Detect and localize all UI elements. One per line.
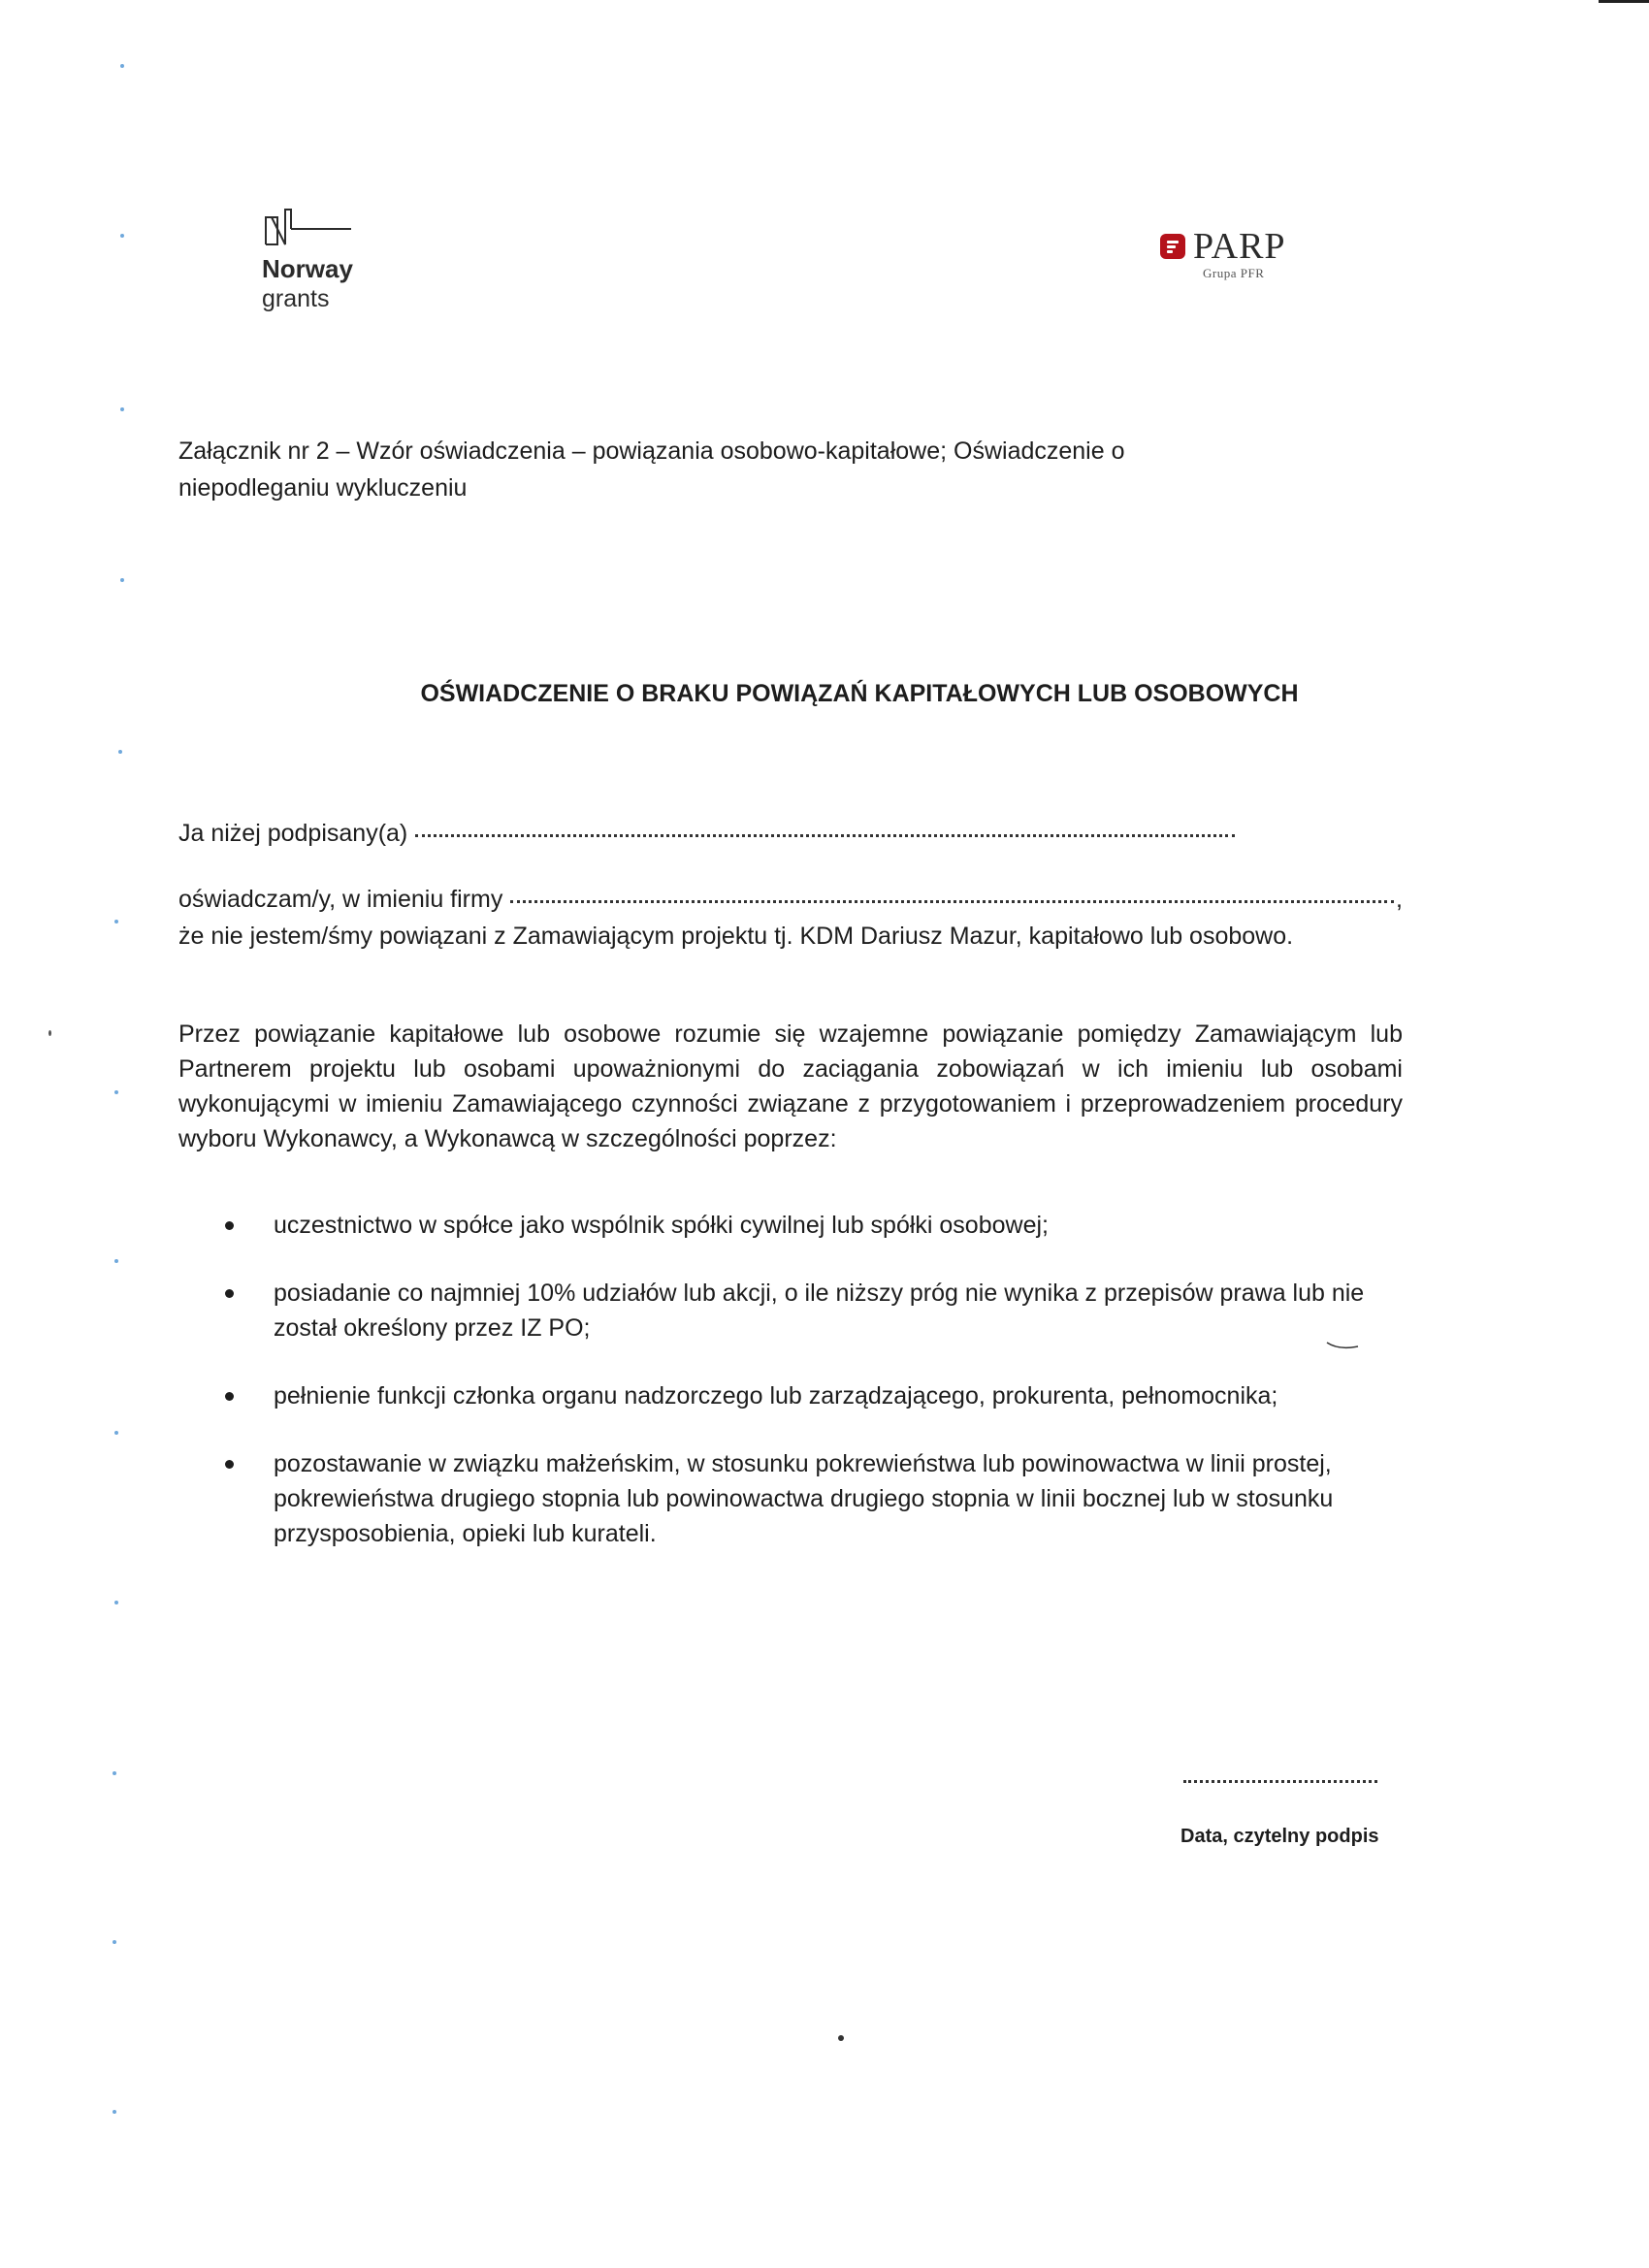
list-item-text: uczestnictwo w spółce jako wspólnik spółki cywilnej lub spółki osobowej; bbox=[274, 1212, 1049, 1239]
bullet-icon bbox=[225, 1289, 234, 1298]
bullet-icon bbox=[225, 1460, 234, 1469]
bullet-icon bbox=[225, 1221, 234, 1230]
grants-logo-word: grants bbox=[262, 285, 330, 312]
scan-speck bbox=[120, 578, 124, 582]
scan-speck bbox=[114, 1431, 118, 1435]
scan-speck bbox=[48, 1030, 51, 1036]
relation-criteria-list bbox=[225, 1208, 1405, 1551]
signature-label: Data, czytelny podpis bbox=[1180, 1826, 1379, 1847]
firm-blank-line[interactable] bbox=[510, 900, 1394, 903]
scan-speck bbox=[114, 1090, 118, 1094]
norway-grants-logo-icon bbox=[262, 204, 355, 248]
scan-speck bbox=[120, 234, 124, 238]
list-item-text: pozostawanie w związku małżeńskim, w stosunku pokrewieństwa lub powinowactwa w linii prostej, pokrewieństwa drugiego stopnia lub powinowactwa drugiego stopnia w linii bocznej lub w stosunku przysposobienia, opieki lub kurateli. bbox=[274, 1450, 1334, 1547]
norway-grants-logo bbox=[262, 204, 398, 314]
document-title-text: OŚWIADCZENIE O BRAKU POWIĄZAŃ KAPITAŁOWYCH LUB OSOBOWYCH bbox=[420, 680, 1299, 707]
norway-logo-word: Norway bbox=[262, 254, 353, 283]
scan-speck bbox=[120, 407, 124, 411]
pen-mark bbox=[1325, 1339, 1360, 1352]
declaration-statement: że nie jestem/śmy powiązani z Zamawiającym projektu tj. KDM Dariusz Mazur, kapitałowo lub osobowo. bbox=[178, 923, 1294, 950]
signer-field bbox=[178, 815, 1403, 852]
scan-speck bbox=[838, 2035, 844, 2041]
scan-speck bbox=[114, 1601, 118, 1604]
signer-blank-line[interactable] bbox=[415, 834, 1235, 837]
firm-field bbox=[178, 881, 1403, 918]
bullet-icon bbox=[225, 1392, 234, 1401]
parp-logo-icon bbox=[1160, 234, 1185, 259]
scan-speck bbox=[113, 2110, 116, 2114]
scan-speck bbox=[120, 64, 124, 68]
scan-speck bbox=[114, 920, 118, 923]
document-title bbox=[0, 680, 1649, 708]
parp-logo-subtitle: Grupa PFR bbox=[1203, 266, 1265, 280]
parp-logo-name: PARP bbox=[1193, 226, 1286, 267]
scan-speck bbox=[113, 1771, 116, 1775]
scan-speck bbox=[114, 1259, 118, 1263]
list-item bbox=[225, 1276, 1405, 1345]
list-item-text: pełnienie funkcji członka organu nadzorczego lub zarządzającego, prokurenta, pełnomocnika; bbox=[274, 1382, 1278, 1409]
list-item-text: posiadanie co najmniej 10% udziałów lub akcji, o ile niższy próg nie wynika z przepisów prawa lub nie został określony przez IZ PO; bbox=[274, 1280, 1365, 1342]
attachment-title: Załącznik nr 2 – Wzór oświadczenia – powiązania osobowo-kapitałowe; Oświadczenie o niepodleganiu wykluczeniu bbox=[178, 437, 1125, 502]
signer-label: Ja niżej podpisany(a) bbox=[178, 820, 408, 847]
scan-speck bbox=[118, 750, 122, 754]
definition-paragraph: Przez powiązanie kapitałowe lub osobowe rozumie się wzajemne powiązanie pomiędzy Zamawiającym lub Partnerem projektu lub osobami upoważnionymi do zaciągania zobowiązań w ich imieniu lub osobami wykonującymi w imieniu Zamawiającego czynności związane z przygotowaniem i przeprowadzeniem procedury wyboru Wykonawcy, a Wykonawcą w szczególności poprzez: bbox=[178, 1021, 1403, 1152]
firm-label: oświadczam/y, w imieniu firmy bbox=[178, 886, 503, 913]
list-item bbox=[225, 1208, 1405, 1243]
list-item bbox=[225, 1378, 1405, 1413]
scan-edge-line bbox=[1599, 0, 1649, 3]
scan-speck bbox=[113, 1940, 116, 1944]
parp-logo bbox=[1160, 227, 1315, 281]
signature-blank-line[interactable] bbox=[1183, 1780, 1377, 1783]
firm-suffix: , bbox=[1396, 886, 1403, 913]
list-item bbox=[225, 1446, 1405, 1551]
